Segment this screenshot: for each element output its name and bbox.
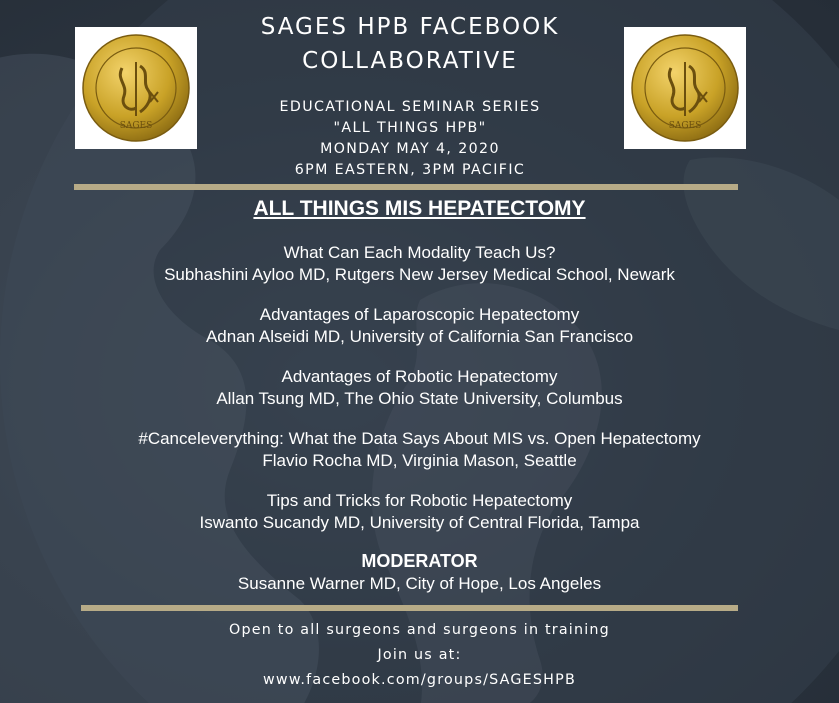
- talk-title: Tips and Tricks for Robotic Hepatectomy: [266, 491, 573, 510]
- logo-bottom-text: SAGES: [119, 121, 153, 131]
- facebook-url[interactable]: www.facebook.com/groups/SAGESHPB: [263, 672, 576, 688]
- talk-speaker: Allan Tsung MD, The Ohio State University, Columbus: [216, 389, 623, 408]
- moderator-name: Susanne Warner MD, City of Hope, Los Angeles: [237, 574, 602, 593]
- sages-seal-icon: [80, 32, 192, 144]
- join-label: Join us at:: [377, 647, 462, 663]
- divider-top: [74, 184, 738, 190]
- moderator-heading: MODERATOR: [361, 551, 478, 571]
- talk-item: [0, 304, 839, 348]
- talk-speaker: Adnan Alseidi MD, University of California San Francisco: [205, 327, 634, 346]
- title-line-1: SAGES HPB FACEBOOK: [260, 14, 560, 40]
- talk-title: Advantages of Robotic Hepatectomy: [281, 367, 558, 386]
- divider-bottom: [81, 605, 738, 611]
- talk-item: [0, 366, 839, 410]
- sages-logo-right: [624, 27, 746, 149]
- poster-title: [200, 10, 620, 78]
- talk-title: Advantages of Laparoscopic Hepatectomy: [259, 305, 580, 324]
- talk-item: [0, 490, 839, 534]
- series-name: "ALL THINGS HPB": [333, 120, 487, 136]
- talk-item: [0, 428, 839, 472]
- event-details: [200, 97, 620, 181]
- talk-item: [0, 242, 839, 286]
- event-date: MONDAY MAY 4, 2020: [320, 141, 500, 157]
- sages-seal-icon: [629, 32, 741, 144]
- logo-bottom-text: SAGES: [668, 121, 702, 131]
- audience-note: Open to all surgeons and surgeons in training: [229, 622, 610, 638]
- talk-speaker: Subhashini Ayloo MD, Rutgers New Jersey Medical School, Newark: [164, 265, 675, 284]
- topic-heading: ALL THINGS MIS HEPATECTOMY: [253, 197, 586, 220]
- event-time: 6PM EASTERN, 3PM PACIFIC: [294, 162, 526, 178]
- sages-logo-left: [75, 27, 197, 149]
- talk-speaker: Flavio Rocha MD, Virginia Mason, Seattle: [262, 451, 577, 470]
- title-line-2: COLLABORATIVE: [302, 48, 518, 74]
- talk-title: #Canceleverything: What the Data Says About MIS vs. Open Hepatectomy: [138, 429, 701, 448]
- talk-title: What Can Each Modality Teach Us?: [283, 243, 556, 262]
- series-label: EDUCATIONAL SEMINAR SERIES: [279, 99, 541, 115]
- talk-speaker: Iswanto Sucandy MD, University of Central Florida, Tampa: [199, 513, 640, 532]
